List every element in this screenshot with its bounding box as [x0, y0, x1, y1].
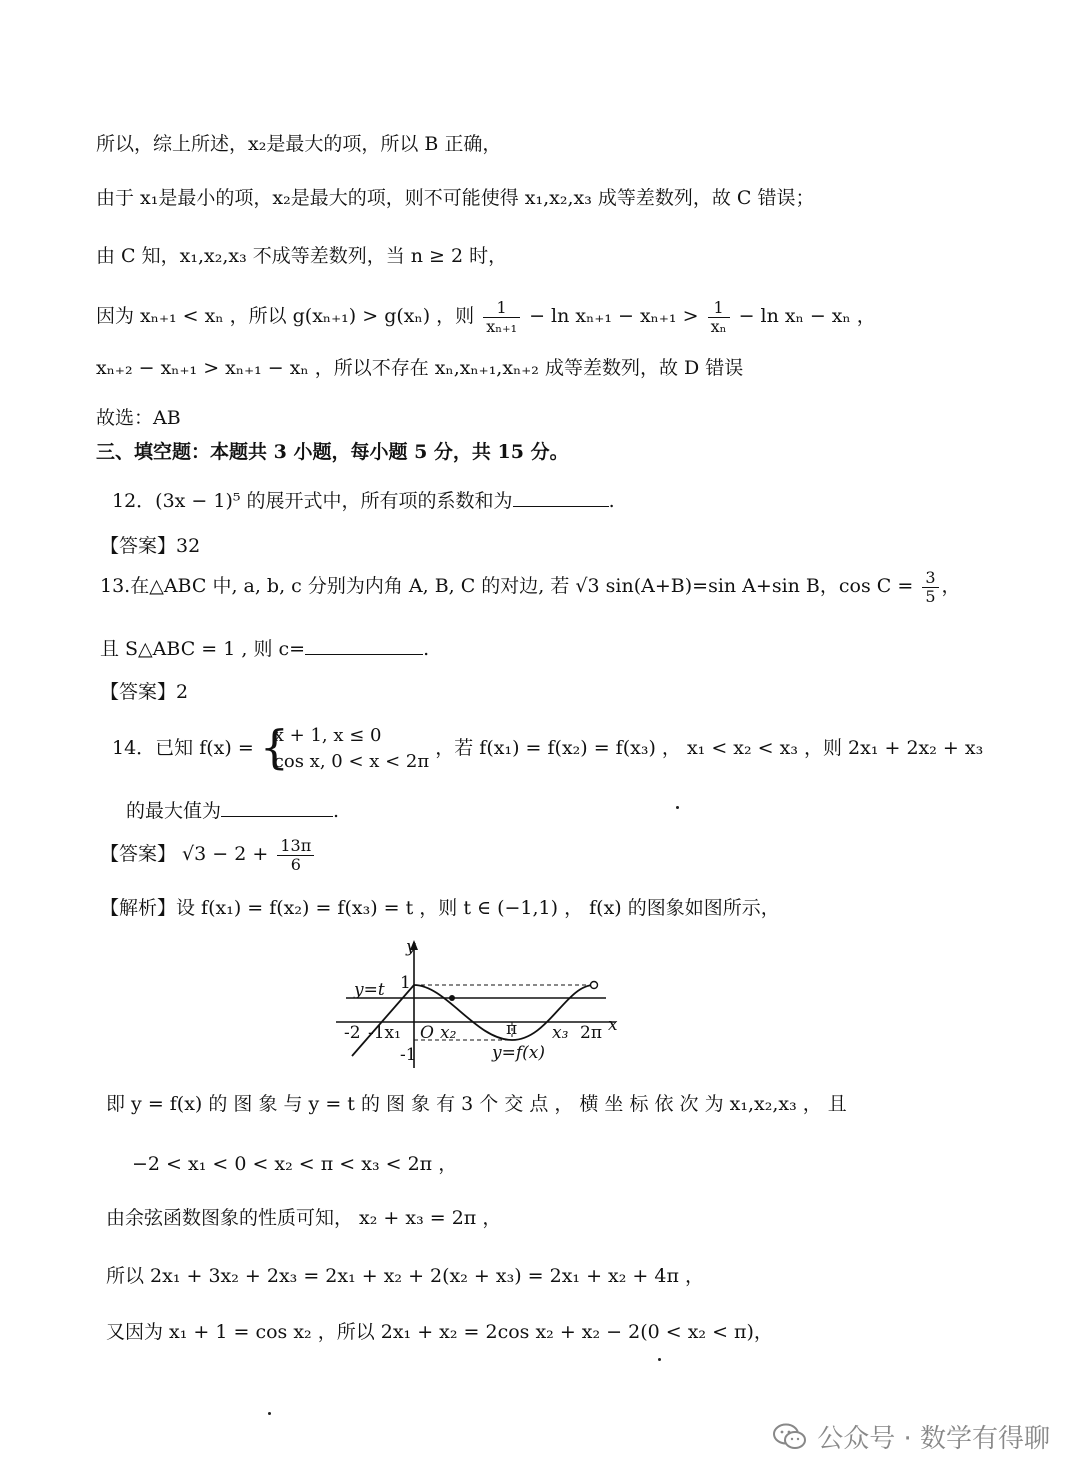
fraction: [922, 569, 938, 606]
text-line: 故选：AB: [96, 407, 181, 429]
text-line-fraction: [96, 296, 876, 336]
x-axis-label: x: [608, 1015, 618, 1035]
wechat-icon: [773, 1423, 807, 1451]
question-text: .: [333, 800, 340, 822]
answer-blank: [221, 798, 333, 817]
tick-label: -1x₁: [368, 1023, 401, 1043]
fraction: [277, 837, 314, 874]
fraction-numerator: 13π: [277, 837, 314, 856]
section-heading: 三、填空题：本题共 3 小题，每小题 5 分，共 15 分。: [96, 441, 569, 463]
tick-label: x₃: [552, 1023, 569, 1043]
fraction: [708, 299, 730, 336]
explanation-line: −2 < x₁ < 0 < x₂ < π < x₃ < 2π ，: [132, 1153, 458, 1175]
fraction-denominator: 5: [925, 586, 936, 606]
tick-label: -2: [344, 1023, 361, 1043]
fraction-numerator: 1: [483, 299, 520, 318]
intersection-point: [449, 995, 455, 1001]
question-text: 的最大值为: [126, 800, 222, 822]
text-segment: − ln xₙ − xₙ ，: [738, 305, 876, 327]
piece-row: x + 1, x ≤ 0: [273, 725, 382, 746]
answer-blank: [513, 488, 609, 507]
text-segment: 因为 xₙ₊₁ < xₙ ，所以 g(xₙ₊₁) > g(xₙ) ，则: [96, 305, 475, 327]
text-line: xₙ₊₂ − xₙ₊₁ > xₙ₊₁ − xₙ ，所以不存在 xₙ,xₙ₊₁,xₙ₊₂ 成等差数列，故 D 错误: [96, 357, 744, 379]
tick-label: x₂: [440, 1023, 457, 1043]
scan-speck: [676, 806, 679, 809]
answer-13: 【答案】2: [100, 681, 189, 703]
fraction: [483, 299, 520, 336]
text-segment: − ln xₙ₊₁ − xₙ₊₁ >: [529, 305, 699, 327]
text-line: 由 C 知，x₁,x₂,x₃ 不成等差数列，当 n ≥ 2 时，: [96, 245, 508, 267]
watermark-text: 公众号 · 数学有得聊: [817, 1424, 1050, 1454]
open-endpoint: [591, 982, 598, 989]
scan-speck: [268, 1412, 271, 1415]
fraction-denominator: xₙ₊₁: [486, 316, 518, 336]
fraction-numerator: 1: [708, 299, 730, 318]
explanation-line: 所以 2x₁ + 3x₂ + 2x₃ = 2x₁ + x₂ + 2(x₂ + x₃) = 2x₁ + x₂ + 4π ，: [106, 1265, 704, 1287]
origin-label: O: [420, 1023, 434, 1043]
y-axis-label: y: [406, 938, 416, 957]
question-text: ，若 f(x₁) = f(x₂) = f(x₃) ， x₁ < x₂ < x₃ ，则 2x₁ + 2x₂ + x₃: [435, 737, 984, 759]
question-text: 12．(3x − 1)⁵ 的展开式中，所有项的系数和为: [112, 490, 513, 512]
piecewise-function: [259, 720, 430, 775]
piece-row: cos x, 0 < x < 2π: [273, 751, 430, 772]
answer-blank: [305, 636, 423, 655]
tick-label: -1: [400, 1045, 417, 1065]
watermark: [773, 1418, 1050, 1455]
question-13-cont: [100, 636, 429, 661]
answer-text: 【答案】 √3 − 2 +: [100, 843, 269, 865]
line-label: y=t: [354, 980, 385, 1000]
answer-12: 【答案】32: [100, 535, 201, 557]
explanation-line: 又因为 x₁ + 1 = cos x₂ ，所以 2x₁ + x₂ = 2cos x₂ + x₂ − 2(0 < x₂ < π)，: [106, 1321, 773, 1343]
fraction-denominator: xₙ: [710, 316, 727, 336]
tick-label: 1: [400, 973, 411, 993]
text-line: 所以，综上所述，x₂是最大的项，所以 B 正确，: [96, 133, 502, 155]
answer-14: [100, 832, 317, 876]
question-text: .: [608, 490, 615, 512]
tick-label: π: [506, 1019, 518, 1039]
question-14: [112, 722, 983, 775]
text-line: 由于 x₁是最小的项，x₂是最大的项，则不可能使得 x₁,x₂,x₃ 成等差数列，故 C 错误；: [96, 187, 815, 209]
question-text: .: [423, 638, 430, 660]
curve-label: y=f(x): [492, 1043, 545, 1063]
question-12: [112, 488, 615, 513]
function-graph: [336, 938, 626, 1070]
tick-label: 2π: [580, 1023, 602, 1043]
question-14-cont: [126, 798, 339, 823]
explanation-line: 由余弦函数图象的性质可知， x₂ + x₃ = 2π ，: [106, 1207, 502, 1229]
scan-speck: [658, 1358, 661, 1361]
explanation-line: 即 y = f(x) 的 图 象 与 y = t 的 图 象 有 3 个 交 点 ， 横 坐 标 依 次 为 x₁,x₂,x₃ ， 且: [106, 1093, 847, 1115]
brace-symbol: {: [259, 720, 290, 774]
question-text: 且 S△ABC = 1 , 则 c=: [100, 638, 306, 660]
question-text: 14．已知 f(x) =: [112, 737, 254, 759]
explanation-line: 【解析】设 f(x₁) = f(x₂) = f(x₃) = t ，则 t ∈ (−1,1) ， f(x) 的图象如图所示，: [100, 897, 780, 919]
question-13: [100, 566, 961, 606]
fraction-numerator: 3: [922, 569, 938, 588]
question-text: 13.在△ABC 中, a, b, c 分别为内角 A, B, C 的对边, 若 √3 sin(A+B)=sin A+sin B，cos C =: [100, 575, 914, 597]
fraction-denominator: 6: [290, 854, 301, 874]
question-text: ，: [941, 575, 961, 597]
